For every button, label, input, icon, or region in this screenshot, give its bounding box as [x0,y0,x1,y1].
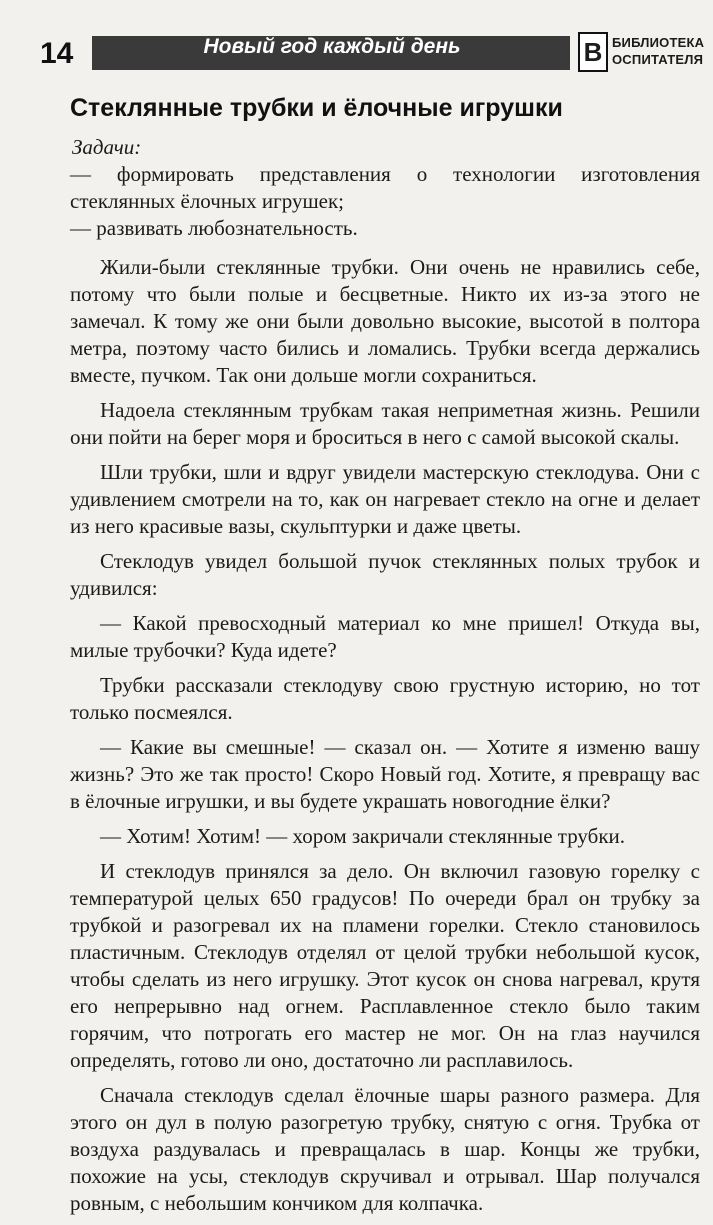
story-paragraph: Шли трубки, шли и вдруг увидели мастерскую стеклодува. Они с удивлением смотрели на то, как он нагревает стекло на огне и делает из него красивые вазы, скульптурки и даже цветы. [70,460,700,538]
task-item: — формировать представления о технологии изготовления стеклянных ёлочных игрушек; [70,162,700,213]
story-paragraph: Стеклодув увидел большой пучок стеклянных полых трубок и удивился: [70,549,700,600]
logo-box [578,32,608,72]
story-paragraph: И стеклодув принялся за дело. Он включил газовую горелку с температурой целых 650 градусов! По очереди брал он трубку за трубкой и разогревал их на пламени горелки. Стекло становилось пластичным. Стеклодув отделял от целой трубки небольшой кусок, чтобы сделать из него игрушку. Этот кусок он снова нагревал, крутя его непрерывно над огнем. Расплавленное стекло было таким горячим, что потрогать его мастер не мог. Он на глаз научился определять, готово ли оно, достаточно ли расплавилось. [70,859,700,1072]
story-paragraph: Надоела стеклянным трубкам такая неприметная жизнь. Решили они пойти на берег моря и броситься в него с самой высокой скалы. [70,398,700,449]
logo-line-2: ОСПИТАТЕЛЯ [612,52,704,67]
logo-letter: В [583,37,603,67]
tasks-label: Задачи: [72,135,142,159]
logo-line-1: БИБЛИОТЕКА [612,35,705,50]
dialogue-line: — Какие вы смешные! — сказал он. — Хотите я изменю вашу жизнь? Это же так просто! Скоро Новый год. Хотите, я превращу вас в ёлочные игрушки, и вы будете украшать новогодние ёлки? [70,735,700,813]
story-paragraph: Сначала стеклодув сделал ёлочные шары разного размера. Для этого он дул в полую разогретую трубку, снятую с огня. Трубка от воздуха раздувалась и превращалась в шар. Концы же трубки, похожие на усы, стеклодув скручивал и отрывал. Шар получался ровным, с небольшим кончиком для колпачка. [70,1083,700,1215]
story-paragraph: Трубки рассказали стеклодуву свою грустную историю, но тот только посмеялся. [70,673,700,724]
story-paragraph: Жили-были стеклянные трубки. Они очень не нравились себе, потому что были полые и бесцветные. Никто их из-за этого не замечал. К тому же они были довольно высокие, высотой в полтора метра, поэтому часто бились и ломались. Трубки всегда держались вместе, пучком. Так они дольше могли сохраниться. [70,255,700,387]
spacer [70,242,700,254]
running-title: Новый год каждый день [203,35,461,58]
task-item: — развивать любознательность. [70,216,358,240]
story-title: Стеклянные трубки и ёлочные игрушки [70,94,563,122]
page-header [0,30,713,78]
page-number: 14 [40,37,74,70]
series-logo [578,32,713,74]
dialogue-line: — Какой превосходный материал ко мне пришел! Откуда вы, милые трубочки? Куда идете? [70,611,700,662]
logo-text [612,34,713,68]
dialogue-line: — Хотим! Хотим! — хором закричали стеклянные трубки. [100,824,626,848]
story-content [70,92,700,1225]
